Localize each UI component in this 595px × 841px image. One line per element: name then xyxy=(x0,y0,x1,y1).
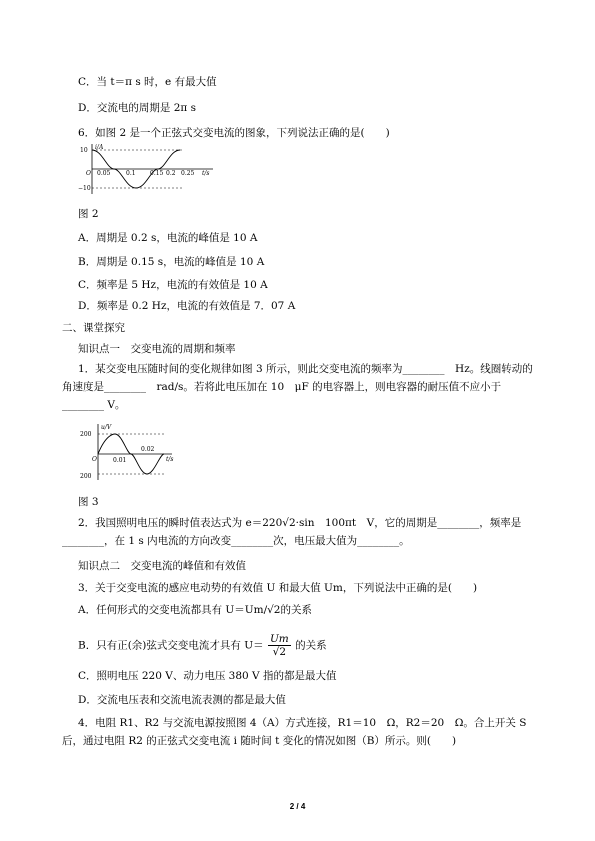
fig2-tick: 0.2 xyxy=(166,170,176,177)
fraction xyxy=(268,633,291,658)
question-2-text: 2．我国照明电压的瞬时值表达式为 e＝220√2·sin 100πt V，它的周期是________，频率是________，在 1 s 内电流的方向改变________次，电压最大值为________。 xyxy=(62,517,522,547)
q3-option-d: D．交流电压表和交流电流表测的都是最大值 xyxy=(78,694,286,706)
fig2-ytop: 10 xyxy=(80,147,88,154)
question-1 xyxy=(62,360,542,414)
question-3: 3．关于交变电流的感应电动势的有效值 U 和最大值 Um，下列说法中正确的是( ) xyxy=(78,582,478,594)
q3-option-b xyxy=(78,633,327,658)
fig3-ybot: 200 xyxy=(80,473,92,480)
fig2-tick: 0.15 xyxy=(150,170,164,177)
fig3-ytop: 200 xyxy=(80,431,92,438)
question-6: 6．如图 2 是一个正弦式交变电流的图象，下列说法正确的是( ) xyxy=(78,127,390,139)
q3-option-c: C．照明电压 220 V、动力电压 380 V 指的都是最大值 xyxy=(78,670,337,682)
knowledge-point-1: 知识点一 交变电流的周期和频率 xyxy=(78,343,236,355)
knowledge-point-2: 知识点二 交变电流的峰值和有效值 xyxy=(78,560,246,572)
q6-option-c: C．频率是 5 Hz，电流的有效值是 10 A xyxy=(78,279,268,291)
fig2-origin: O xyxy=(86,170,91,177)
q3-option-a: A．任何形式的交变电流都具有 U＝Um/√2的关系 xyxy=(78,604,312,616)
figure-3-graph xyxy=(80,422,180,482)
question-4-text: 4．电阻 R1、R2 与交流电源按照图 4（A）方式连接，R1＝10 Ω，R2＝20 Ω。合上开关 S 后，通过电阻 R2 的正弦式交变电流 i 随时间 t 变化的情况如图（B）所示。则( ) xyxy=(62,717,527,747)
fig3-origin: O xyxy=(92,456,97,463)
figure-2-caption: 图 2 xyxy=(78,208,99,220)
fig2-xlabel: t/s xyxy=(202,170,210,177)
figure-3-caption: 图 3 xyxy=(78,496,99,508)
fraction-numerator: Um xyxy=(269,633,289,645)
figure-2-graph xyxy=(78,142,218,196)
q6-option-b: B．周期是 0.15 s，电流的峰值是 10 A xyxy=(78,256,265,268)
fig2-tick: 0.25 xyxy=(181,170,195,177)
fig3-ylabel: u/V xyxy=(101,424,112,431)
question-4 xyxy=(62,714,542,750)
page-number: 2 / 4 xyxy=(289,802,306,811)
option-d: D．交流电的周期是 2π s xyxy=(78,102,197,114)
fig2-ybot: −10 xyxy=(78,185,91,192)
fraction-denominator: √2 xyxy=(272,646,287,658)
q3-option-b-suffix: 的关系 xyxy=(295,639,327,652)
q3-option-b-prefix: B．只有正(余)弦式交变电流才具有 U＝ xyxy=(78,639,264,652)
q6-option-d: D．频率是 0.2 Hz，电流的有效值是 7．07 A xyxy=(78,300,296,312)
question-2 xyxy=(62,514,542,550)
fig3-tick: 0.01 xyxy=(113,457,127,464)
fig3-tick: 0.02 xyxy=(141,446,155,453)
fig2-tick: 0.1 xyxy=(126,170,136,177)
question-1-text: 1．某交变电压随时间的变化规律如图 3 所示，则此交变电流的频率为________ Hz。线圈转动的角速度是________ rad/s。若将此电压加在 10 μF 的电容器上，则电容器的耐压值不应小于________ V。 xyxy=(62,363,533,411)
fig2-ylabel: i/A xyxy=(95,144,104,151)
fig3-xlabel: t/s xyxy=(166,456,174,463)
fig2-tick: 0.05 xyxy=(97,170,111,177)
section-heading: 二、课堂探究 xyxy=(62,322,125,334)
q6-option-a: A．周期是 0.2 s，电流的峰值是 10 A xyxy=(78,232,258,244)
option-c: C．当 t＝π s 时，e 有最大值 xyxy=(78,76,217,88)
